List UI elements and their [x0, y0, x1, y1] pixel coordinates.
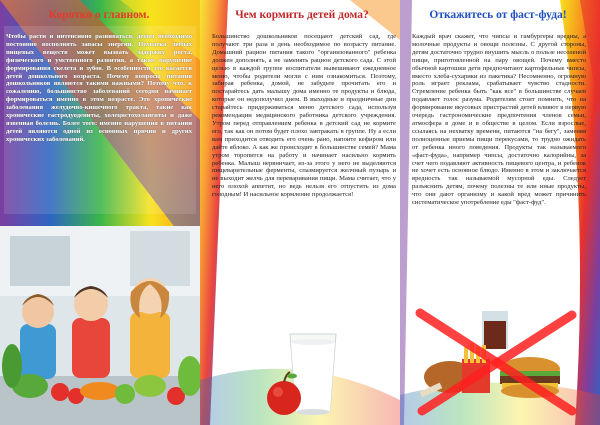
panel2-heading: Чем кормить детей дома? — [235, 9, 369, 21]
crossed-out-fast-food-photo — [412, 307, 580, 419]
panel-what-to-feed — [200, 0, 400, 425]
child-left — [20, 294, 56, 379]
panel3-text: Каждый врач скажет, что чипсы и гамбургеры вредны, а молочные продукты и овощи полезны. С другой стороны, детям достаточно трудно внушить мысль о пользе несоленой пищи, приготовленной на пару овощей. Почему вместо обычной картошки дети предпочитают картофельные чипсы, вместо хлеба-сухарики из пакетика? Несомненно, огромную роль играет реклама, срабатывает чувство стадности. Стремление ребенка быть "как все" в большинстве случаев подавляет голос разума. Родителям стоит помнить, что на формирование вкусовых пристрастий детей влияют в первую очередь гастрономические предпочтения членов семьи, атмосфера в доме и в обществе в целом. Если взрослые, ссылаясь на нехватку времени, питаются "на бегу", заменяя полноценные приемы пищи перекусами, то трудно ожидать от ребенка иного поведения. Продукты так называемого «фаст-фуда», например чипсы, достаточно калорийны, за счет чего подавляют активность пищевого центра, и ребенок не хочет есть основное блюдо. Именно в этом и заключается вредность так называемой мусорной еды. Следует разъяснить детям, почему полезны те или иные продукты, что они дают организму и какой вред может причинить систематическое употребление еды "фаст-фуд". — [412, 33, 586, 207]
child-middle — [72, 286, 110, 378]
panel1-heading: Коротко о главном. — [48, 9, 150, 21]
panel3-heading: Откажитесь от фаст-фуда! — [429, 9, 567, 21]
children-with-vegetables-photo — [0, 226, 200, 425]
panel2-text: Большинство дошкольников посещают детский сад, где получают три раза в день необходимое по возрасту питание. Домашний рацион питания такого "организованного" ребенка должен дополнять, а не заменять рацион детского сада. С этой целью в каждой группе воспитатели вывешивают ежедневное меню, чтобы родители могли с ним ознакомиться. Поэтому, забирая ребенка, домой, не забудьте прочитать его и постарайтесь дать малышу дома именно те продукты и блюда, которые он недополучил днем. В выходные и праздничные дни старайтесь придерживаться меню детского сада, используя рекомендации медицинского работника детского учреждения. Утром перед отправлением ребенка в детский сад не кормите его, так как он потом будет плохо завтракать в группе. Ну а если вам приходится отводить его очень рано, напоите кефиром или дайте яблоко. А как же происходит в большинстве семей? Мама утром торопится на работу и начинает насильно кормить ребенка. Малыш нервничает, из-за этого у него не выделяются пищеварительные ферменты, спазмируется желчный пузырь и не выходит желчь для переваривания пищи. Мама считает, что у него плохой аппетит, но ведь нельзя его отпустить из дома голодным! И насильное кормление продолжается! — [212, 33, 396, 199]
panel1-text: Чтобы расти и интенсивно развиваться, детям необходимо постоянно восполнять запасы энергии. Нехватка любых пищевых веществ может вызвать задержку роста, физического и умственного развития, а также нарушение формирования скелета и зубов. В особенности это касается детей дошкольного возраста. Почему вопросы питания дошкольников являются такими важными? Потому что, к сожалению, большинство заболеваний сегодня начинает формироваться именно в этом возрасте. Это хронические заболевания желудочно-кишечного тракта, такие как хронические гастродуодениты, холецистохолангиты и даже язвенная болезнь. Более того: именно нарушения в питании детей являются одной из основных причин и других хронических заболеваний. — [6, 33, 192, 143]
milk-and-apple-photo — [250, 328, 365, 418]
panel-no-fast-food — [400, 0, 600, 425]
panel-short-about — [0, 0, 200, 425]
child-right — [130, 278, 170, 378]
